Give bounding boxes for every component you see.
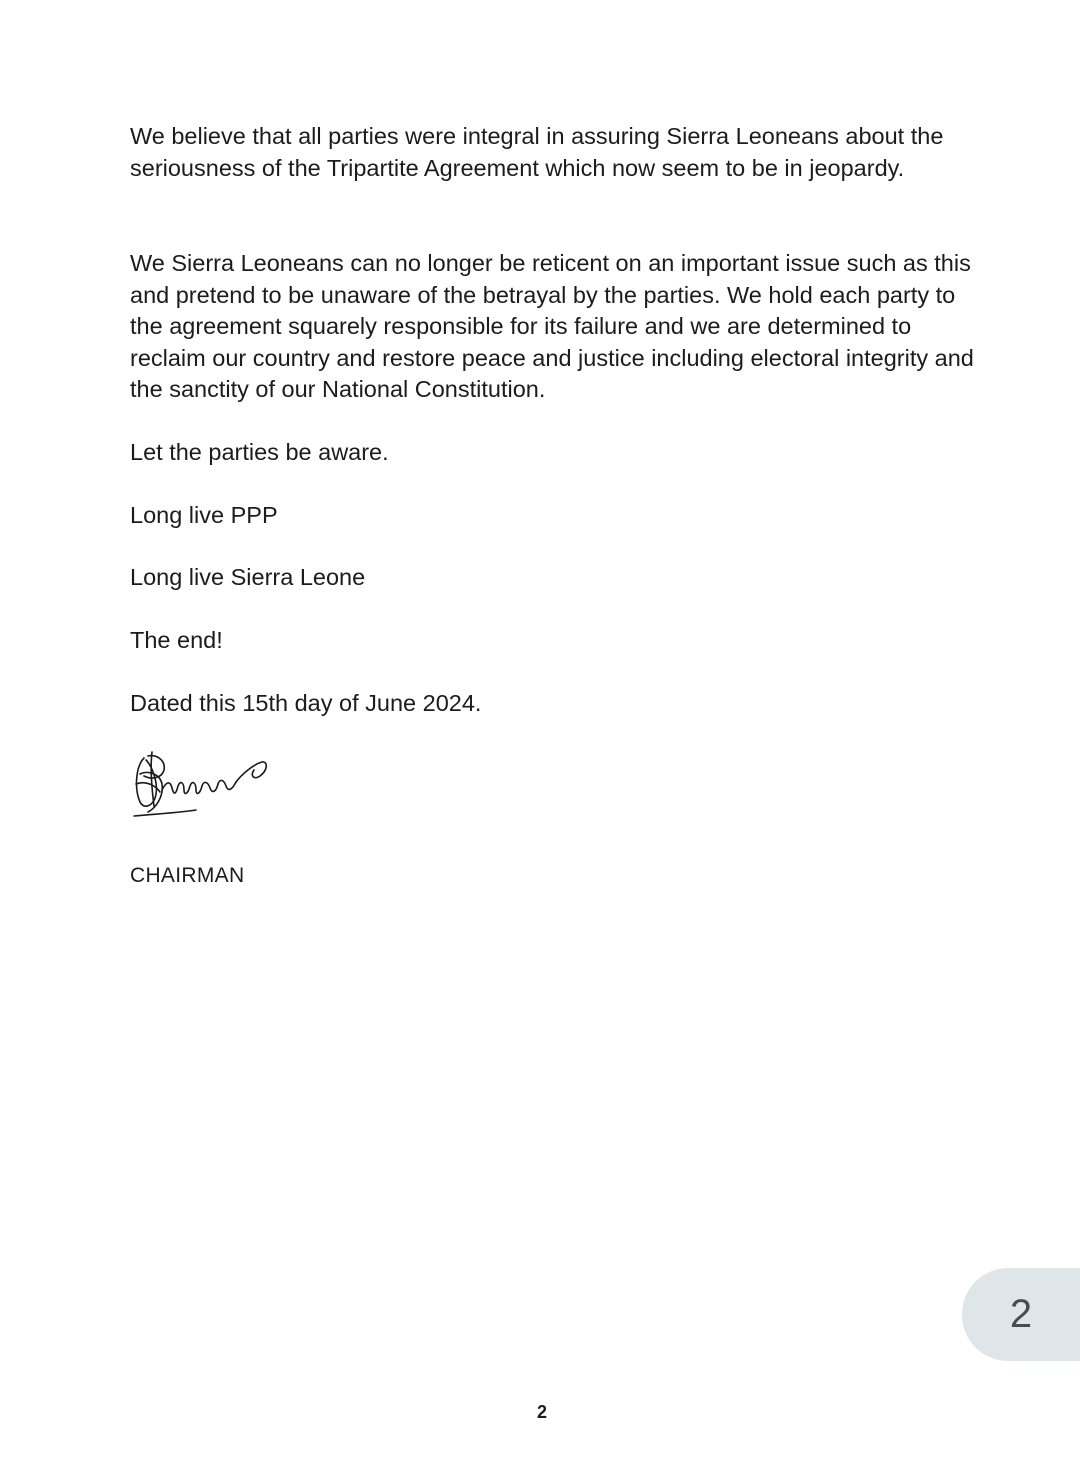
paragraph-tripartite-agreement: We believe that all parties were integral in assuring Sierra Leoneans about the seriousness of the Tripartite Agreement which now seem to be in jeopardy. — [130, 123, 944, 181]
paragraph-date: Dated this 15th day of June 2024. — [130, 690, 482, 716]
signature-icon — [126, 744, 276, 824]
paragraph-betrayal: We Sierra Leoneans can no longer be reticent on an important issue such as this and pretend to be unaware of the betrayal by the parties. We hold each party to the agreement squarely responsible for its failure and we are determined to reclaim our country and restore peace and justice including electoral integrity and the sanctity of our National Constitution. — [130, 250, 974, 402]
paragraph-long-live-ppp: Long live PPP — [130, 502, 278, 528]
signatory-title: CHAIRMAN — [130, 864, 245, 887]
footer-page-number: 2 — [536, 1402, 547, 1422]
paragraph-be-aware: Let the parties be aware. — [130, 439, 389, 465]
paragraph-long-live-sierra-leone: Long live Sierra Leone — [130, 564, 366, 590]
page-indicator-badge[interactable] — [962, 1268, 1080, 1361]
page-indicator-number: 2 — [1009, 1292, 1033, 1336]
paragraph-the-end: The end! — [130, 627, 223, 653]
